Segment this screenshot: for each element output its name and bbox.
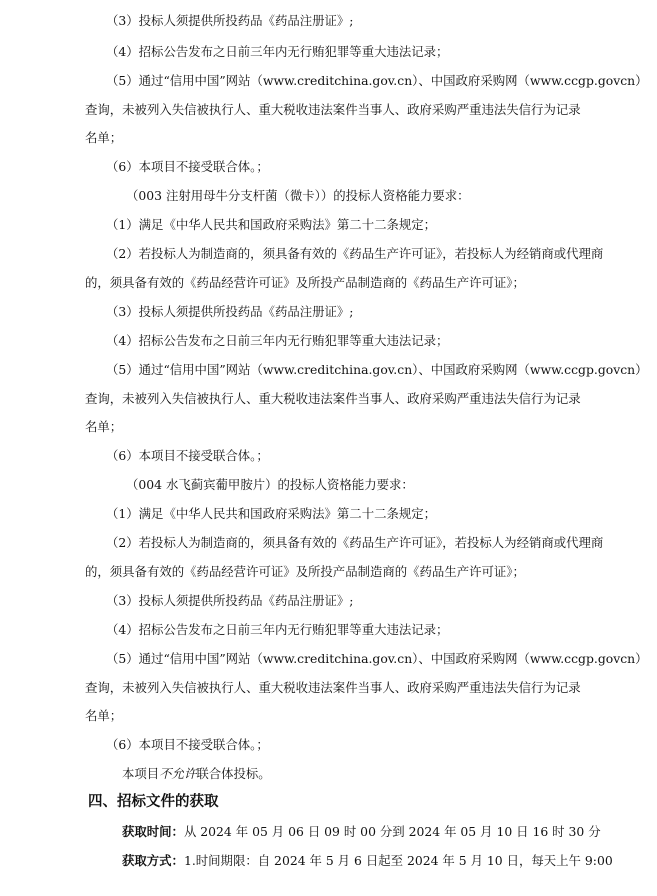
consortium-note xyxy=(0,765,657,783)
note-italic: 不允许 xyxy=(159,766,197,781)
requirement-line: （4）招标公告发布之日前三年内无行贿犯罪等重大违法记录； xyxy=(106,333,449,348)
requirement-line: （1）满足《中华人民共和国政府采购法》第二十二条规定； xyxy=(106,217,437,232)
requirement-line: 的，须具备有效的《药品经营许可证》及所投产品制造商的《药品生产许可证》； xyxy=(85,564,525,579)
lot-header: （004 水飞蓟宾葡甲胺片）的投标人资格能力要求： xyxy=(126,477,414,492)
requirement-line: （5）通过“信用中国”网站（www.creditchina.gov.cn）、中国政府采购网（www.ccgp.govcn） xyxy=(106,362,648,377)
requirement-line: （2）若投标人为制造商的，须具备有效的《药品生产许可证》，若投标人为经销商或代理商 xyxy=(106,535,604,550)
requirement-line: （5）通过“信用中国”网站（www.creditchina.gov.cn）、中国政府采购网（www.ccgp.govcn） xyxy=(106,651,648,666)
lot-header: （003 注射用母牛分支杆菌（微卡））的投标人资格能力要求： xyxy=(126,188,470,203)
requirement-line: 查询，未被列入失信被执行人、重大税收违法案件当事人、政府采购严重违法失信行为记录 xyxy=(85,102,581,117)
requirement-line: 查询，未被列入失信被执行人、重大税收违法案件当事人、政府采购严重违法失信行为记录 xyxy=(85,680,581,695)
requirement-line: （4）招标公告发布之日前三年内无行贿犯罪等重大违法记录； xyxy=(106,622,449,637)
requirement-line: （3）投标人须提供所投药品《药品注册证》; xyxy=(106,304,354,319)
section-heading: 四、招标文件的获取 xyxy=(88,793,219,810)
acquisition-time-line xyxy=(0,823,657,841)
requirement-line: （6）本项目不接受联合体。； xyxy=(106,448,269,463)
acquisition-method-label: 获取方式： xyxy=(122,853,184,868)
requirement-line: 名单； xyxy=(85,130,123,145)
requirement-line: （6）本项目不接受联合体。； xyxy=(106,159,269,174)
requirement-line: 查询，未被列入失信被执行人、重大税收违法案件当事人、政府采购严重违法失信行为记录 xyxy=(85,391,581,406)
requirement-line: （4）招标公告发布之日前三年内无行贿犯罪等重大违法记录； xyxy=(106,44,449,59)
requirement-line: （6）本项目不接受联合体。； xyxy=(106,737,269,752)
acquisition-method-value: 1.时间期限：自 2024 年 5 月 6 日起至 2024 年 5 月 10 日，每天上午 9:00 xyxy=(183,853,613,868)
note-prefix: 本项目 xyxy=(122,766,160,781)
requirement-line: （2）若投标人为制造商的，须具备有效的《药品生产许可证》，若投标人为经销商或代理商 xyxy=(106,246,604,261)
requirement-line: （1）满足《中华人民共和国政府采购法》第二十二条规定； xyxy=(106,506,437,521)
acquisition-time-value: 从 2024 年 05 月 06 日 09 时 00 分到 2024 年 05 月 10 日 16 时 30 分 xyxy=(183,824,601,839)
requirement-line: 名单； xyxy=(85,708,123,723)
note-suffix: 联合体投标。 xyxy=(196,766,271,781)
requirement-line: （3）投标人须提供所投药品《药品注册证》; xyxy=(106,593,354,608)
requirement-line: （5）通过“信用中国”网站（www.creditchina.gov.cn）、中国政府采购网（www.ccgp.govcn） xyxy=(106,73,648,88)
acquisition-method-line xyxy=(0,852,657,870)
requirement-line: 名单； xyxy=(85,419,123,434)
acquisition-time-label: 获取时间： xyxy=(122,824,184,839)
requirement-line: 的，须具备有效的《药品经营许可证》及所投产品制造商的《药品生产许可证》； xyxy=(85,275,525,290)
requirement-line: （3）投标人须提供所投药品《药品注册证》; xyxy=(106,13,354,28)
